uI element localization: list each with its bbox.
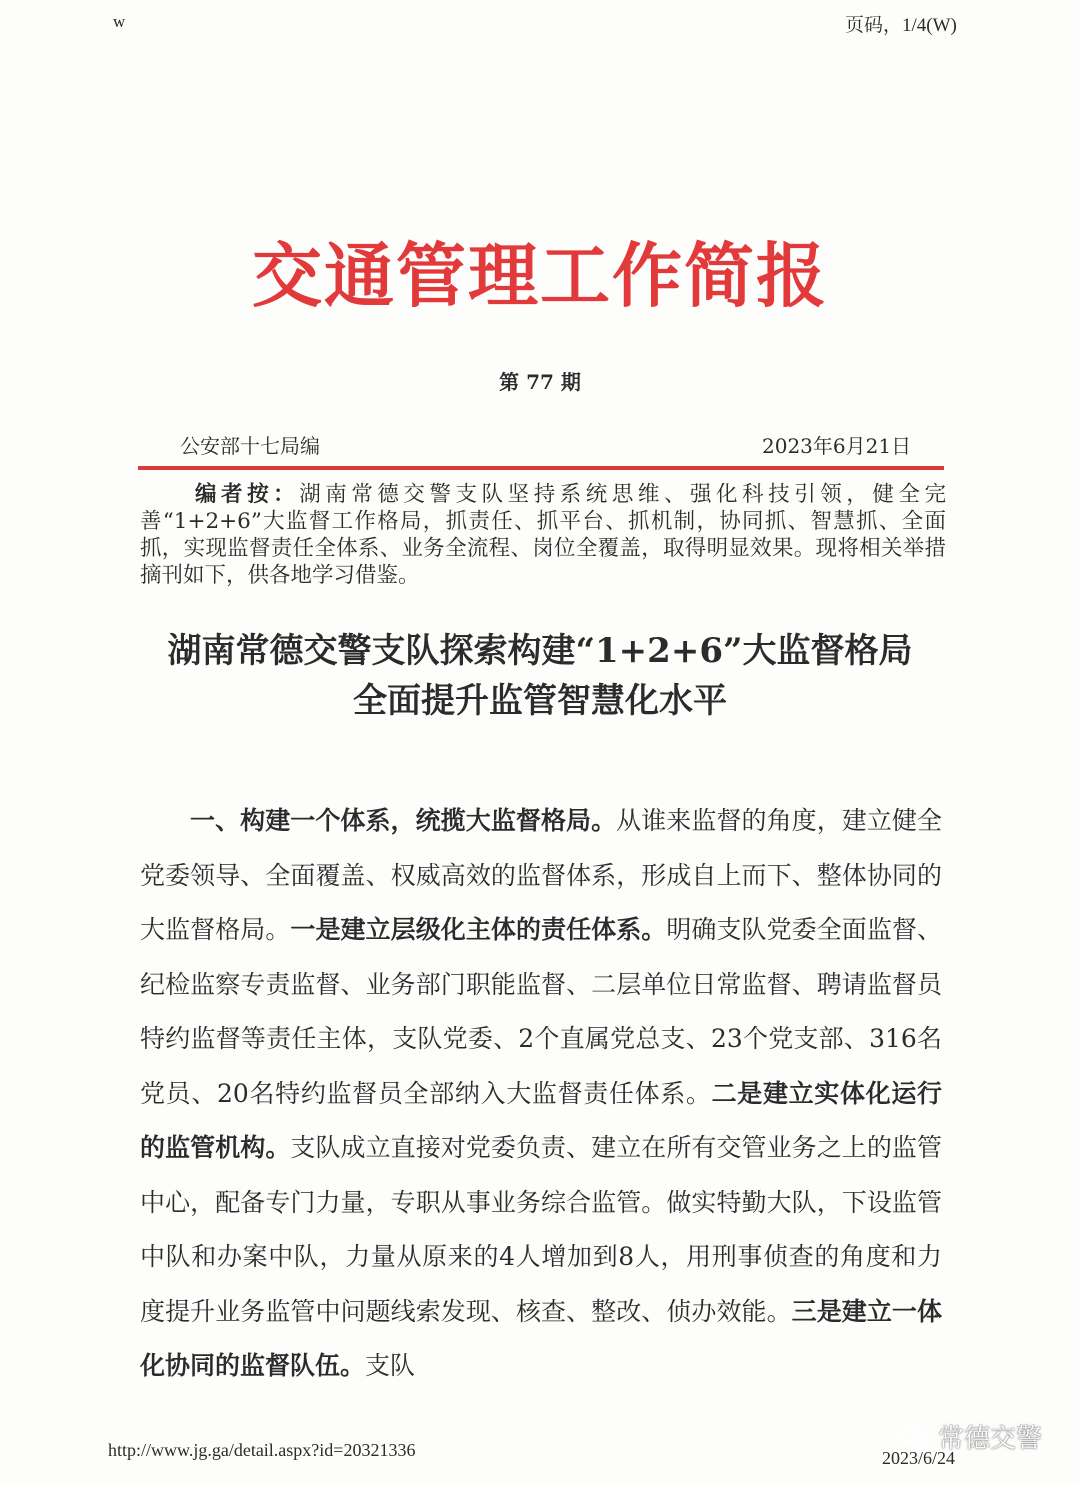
bold-point-1: 一是建立层级化主体的责任体系。	[290, 915, 667, 944]
publisher: 公安部十七局编	[180, 434, 320, 458]
editor-note-label: 编者按：	[195, 482, 300, 507]
watermark	[898, 1418, 1042, 1455]
footer-url: http://www.jg.ga/detail.aspx?id=20321336	[108, 1440, 416, 1460]
red-divider	[138, 466, 944, 470]
bold-point-2: 二是建立实体化运行的监管机构。	[140, 1078, 942, 1162]
bold-point-3: 三是建立一体化协同的监督队伍。	[140, 1296, 942, 1380]
watermark-text: 常德交警	[938, 1424, 1043, 1454]
wechat-icon	[898, 1423, 932, 1451]
publication-date: 2023年6月21日	[762, 434, 912, 458]
footer-date: 2023/6/24	[882, 1448, 956, 1468]
article-title-line2: 全面提升监管智慧化水平	[353, 681, 727, 721]
article-title-line1: 湖南常德交警支队探索构建“1+2+6”大监督格局	[167, 631, 913, 671]
body-segment: 明确支队党委全面监督、纪检监察专责监督、业务部门职能监督、二层单位日常监督、聘请监督员特约监督等责任主体，支队党委、2个直属党总支、23个党支部、316名党员、20名特约监督员全部纳入大监督责任体系。	[140, 915, 942, 1108]
masthead-title: 交通管理工作简报	[252, 234, 828, 317]
article-body	[140, 794, 942, 1394]
issue-number: 第 77 期	[499, 370, 581, 394]
body-segment: 支队	[365, 1351, 416, 1380]
editor-note-text: 湖南常德交警支队坚持系统思维、强化科技引领，健全完善“1+2+6”大监督工作格局，抓责任、抓平台、抓机制，协同抓、智慧抓、全面抓，实现监督责任全体系、业务全流程、岗位全覆盖，取得明显效果。现将相关举措摘刊如下，供各地学习借鉴。	[140, 482, 946, 588]
section-heading: 一、构建一个体系，统揽大监督格局。	[190, 806, 617, 835]
print-header-left: w	[113, 12, 126, 31]
page-number: 页码，1/4(W)	[845, 15, 957, 36]
editor-note	[140, 481, 946, 589]
body-segment: 从谁来监督的角度，建立健全党委领导、全面覆盖、权威高效的监督体系，形成自上而下、整体协同的大监督格局。	[140, 806, 942, 944]
body-segment: 支队成立直接对党委负责、建立在所有交管业务之上的监管中心，配备专门力量，专职从事业务综合监管。做实特勤大队，下设监管中队和办案中队，力量从原来的4人增加到8人，用刑事侦查的角度和力度提升业务监管中问题线索发现、核查、整改、侦办效能。	[140, 1133, 942, 1326]
article-title	[0, 626, 1080, 726]
